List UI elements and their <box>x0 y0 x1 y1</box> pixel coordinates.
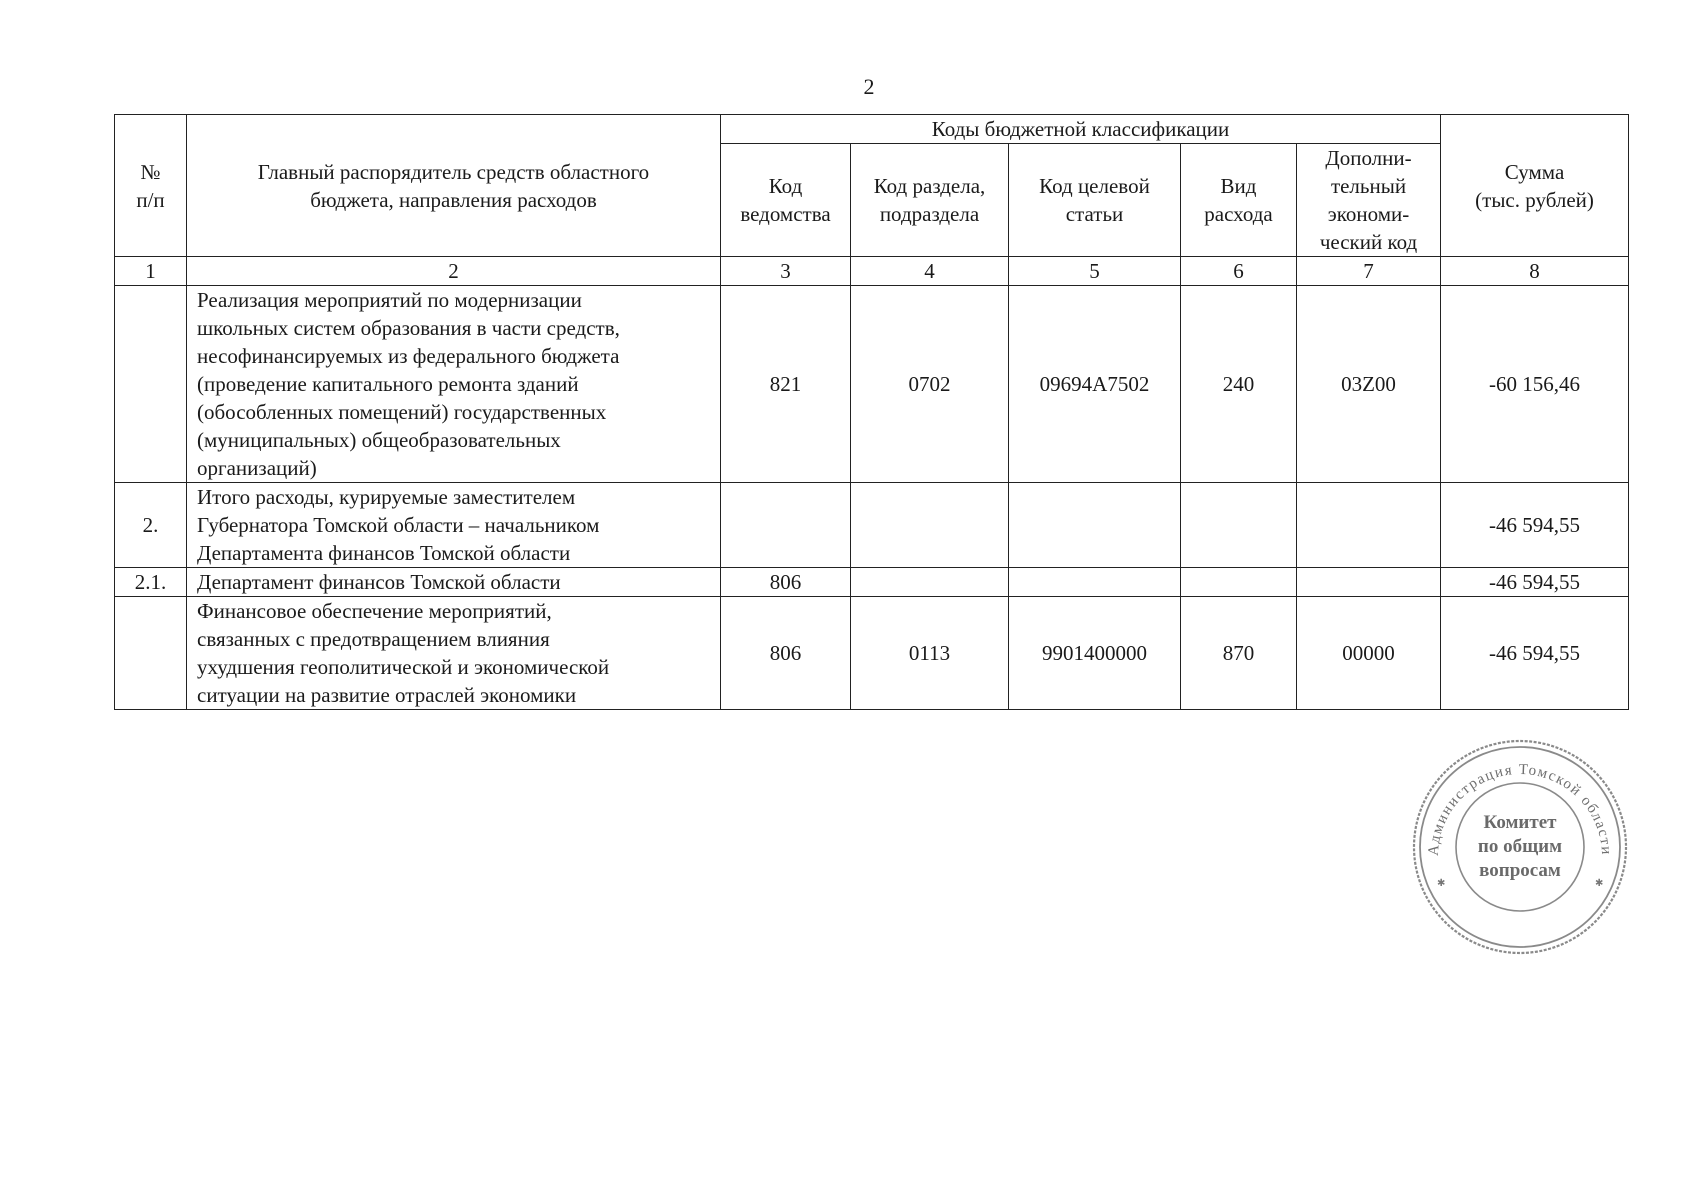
page-number: 2 <box>863 74 875 99</box>
stamp-center-line: вопросам <box>1479 860 1561 881</box>
row-celevoi: 09694А7502 <box>1009 286 1181 483</box>
row-celevoi <box>1009 483 1181 568</box>
header-vid: Вид расхода <box>1181 144 1297 257</box>
row-ved <box>721 483 851 568</box>
column-number-row <box>115 257 1629 286</box>
col-number: 5 <box>1009 257 1181 286</box>
header-razdel: Код раздела, подраздела <box>851 144 1009 257</box>
row-dop: 03Z00 <box>1297 286 1441 483</box>
row-vid <box>1181 483 1297 568</box>
row-vid: 240 <box>1181 286 1297 483</box>
official-stamp <box>1409 736 1631 958</box>
row-num: 2. <box>115 483 187 568</box>
col-number: 2 <box>187 257 721 286</box>
row-razdel <box>851 483 1009 568</box>
stamp-star-icon: ✱ <box>1595 878 1604 889</box>
row-dop: 00000 <box>1297 597 1441 710</box>
header-celevoi: Код целевой статьи <box>1009 144 1181 257</box>
col-number: 3 <box>721 257 851 286</box>
row-celevoi: 9901400000 <box>1009 597 1181 710</box>
row-dop <box>1297 483 1441 568</box>
row-num <box>115 597 187 710</box>
row-ved: 821 <box>721 286 851 483</box>
header-dop: Дополни- тельный экономи- ческий код <box>1297 144 1441 257</box>
col-number: 7 <box>1297 257 1441 286</box>
row-celevoi <box>1009 568 1181 597</box>
header-summa: Сумма (тыс. рублей) <box>1441 115 1629 257</box>
row-ved: 806 <box>721 597 851 710</box>
header-group-title: Коды бюджетной классификации <box>721 115 1441 144</box>
row-desc: Финансовое обеспечение мероприятий, связанных с предотвращением влияния ухудшения геополитической и экономической ситуации на развитие отраслей экономики <box>187 597 721 710</box>
col-number: 6 <box>1181 257 1297 286</box>
stamp-center-line: по общим <box>1477 836 1563 857</box>
row-vid: 870 <box>1181 597 1297 710</box>
col-number: 8 <box>1441 257 1629 286</box>
stamp-center-line: Комитет <box>1483 812 1557 833</box>
row-razdel: 0113 <box>851 597 1009 710</box>
stamp-outer-text: Администрация Томской области <box>1425 761 1615 857</box>
row-summa: -46 594,55 <box>1441 597 1629 710</box>
row-num: 2.1. <box>115 568 187 597</box>
header-num: № п/п <box>115 115 187 257</box>
col-number: 1 <box>115 257 187 286</box>
row-vid <box>1181 568 1297 597</box>
table-row <box>115 286 1629 483</box>
row-num <box>115 286 187 483</box>
row-razdel <box>851 568 1009 597</box>
budget-table <box>114 114 1629 710</box>
row-razdel: 0702 <box>851 286 1009 483</box>
header-desc: Главный распорядитель средств областного бюджета, направления расходов <box>187 115 721 257</box>
table-row <box>115 568 1629 597</box>
row-summa: -46 594,55 <box>1441 483 1629 568</box>
stamp-star-icon: ✱ <box>1437 878 1446 889</box>
row-summa: -46 594,55 <box>1441 568 1629 597</box>
row-desc: Итого расходы, курируемые заместителем Губернатора Томской области – начальником Департамента финансов Томской области <box>187 483 721 568</box>
row-dop <box>1297 568 1441 597</box>
table-row <box>115 483 1629 568</box>
row-desc: Реализация мероприятий по модернизации школьных систем образования в части средств, несофинансируемых из федерального бюджета (проведение капитального ремонта зданий (обособленных помещений) государственных (муниципальных) общеобразовательных организаций) <box>187 286 721 483</box>
header-ved: Код ведомства <box>721 144 851 257</box>
col-number: 4 <box>851 257 1009 286</box>
row-ved: 806 <box>721 568 851 597</box>
row-summa: -60 156,46 <box>1441 286 1629 483</box>
table-row <box>115 597 1629 710</box>
row-desc: Департамент финансов Томской области <box>187 568 721 597</box>
